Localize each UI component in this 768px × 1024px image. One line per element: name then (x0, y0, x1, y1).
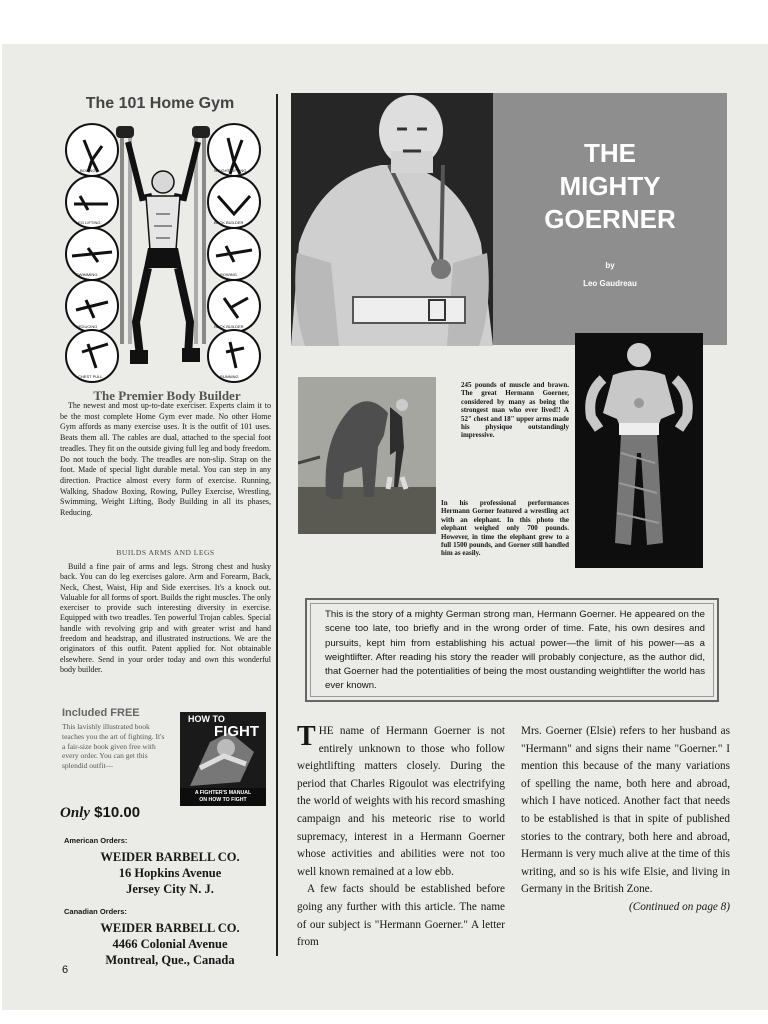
canadian-address-line: Montreal, Que., Canada (105, 953, 235, 967)
price (60, 804, 140, 822)
continued-note: (Continued on page 8) (629, 900, 730, 913)
american-address-line: WEIDER BARBELL CO. (100, 850, 240, 864)
article-paragraph: HE name of Hermann Goerner is not entirely unknown to those who follow weightlifting matters closely. During the period that Charles Rigoulot was electrifying the world of weights with his record smashing campaign and his meteoric rise to world supremacy, interest in a Hermann Goerner whose activities and abilities were not too well known remained at a low ebb. (297, 725, 505, 878)
intro-text: This is the story of a mighty German strong man, Hermann Goerner. He appeared on the scene too late, too briefly and in the wrong order of time. Fate, his own desires and pursuits, kept him from establishing his actual power—the limit of his power—as a weightlifter. After reading his story the reader will probably conjecture, as the author did, that Goerner had the potentialities of being the most oustanding weightlifter the world has ever known. (325, 609, 705, 692)
article-column-1 (297, 723, 505, 952)
ad-body-text: The newest and most up-to-date exerciser. Experts claim it to be the most complete Home Gym ever made. No other Home Gym affords as many exercise uses. It is the outfit of 101 uses. Beats them all. The cables are dual, attached to the special foot treadles. They fit on the outside giving full leg and body freedom. Do not touch the body. The treadles are non-slip. Strap on the foot. Made of special light durable metal. You can step in any direction. Practice almost every form of exercise. Running, Walking, Shadow Boxing, Rowing, Pulley Exercise, Wrestling, Swimming, Weight Lifting, Body Building in all its phases, Reducing. (60, 401, 271, 518)
american-address-line: 16 Hopkins Avenue (118, 866, 222, 880)
ad-subhead: BUILDS ARMS AND LEGS (116, 548, 215, 557)
article-title-line: MIGHTY (559, 171, 661, 201)
ad-title: The 101 Home Gym (85, 95, 235, 112)
american-orders-label: American Orders: (64, 836, 128, 845)
american-address (70, 849, 270, 897)
top-margin (0, 0, 768, 44)
label-neck-builder: NECK BUILDER (214, 324, 244, 329)
canadian-orders-label: Canadian Orders: (64, 907, 127, 916)
label-weight-lifting: WEIGHT LIFTING (214, 168, 247, 173)
canadian-address-line: WEIDER BARBELL CO. (100, 921, 240, 935)
column-divider (276, 94, 278, 956)
manual-cover-footer2: ON HOW TO FIGHT (199, 797, 247, 803)
american-address-line: Jersey City N. J. (126, 882, 214, 896)
fighters-manual-book-cover (180, 712, 266, 806)
label-boxing: BOXING (80, 168, 96, 173)
manual-cover-footer1: A FIGHTER'S MANUAL (194, 790, 252, 796)
ad-subtitle: The Premier Body Builder (93, 388, 241, 403)
article-paragraph: Mrs. Goerner (Elsie) refers to her husband as "Hermann" and signs their name "Goerner." I mention this because of the many variations of spelling the name, both here and abroad, which I have noticed. Another fact that needs to be established is that in spite of published stories to the contrary, both here and abroad, Hermann is very much alive at the time of this writing, and so is his wife Elsie, and living in Germany in the British Zone. (521, 725, 730, 896)
label-running: RUNNING (220, 374, 239, 379)
article-column-2 (521, 723, 730, 917)
label-swimming: SWIMMING (76, 272, 98, 277)
label-rowing: ROWING (220, 272, 237, 277)
manual-cover-title-line2: FIGHT (214, 723, 259, 740)
label-reducing: REDUCING (76, 324, 98, 329)
article-title-line: THE (584, 138, 636, 168)
drop-cap: T (297, 721, 316, 752)
byline-author: Leo Gaudreau (583, 279, 637, 288)
goerner-full-body-photo (575, 333, 703, 568)
byline-by: by (605, 261, 615, 270)
label-chest-pull: CHEST PULL (78, 374, 103, 379)
included-free-heading: Included FREE (62, 707, 140, 719)
article-title-box (493, 93, 727, 345)
price-value: $10.00 (94, 804, 141, 821)
elephant-wrestling-photo (298, 377, 436, 534)
goerner-portrait-photo (291, 93, 493, 346)
caption-portrait: 245 pounds of muscle and brawn. The great Hermann Goerner, considered by many as being the strongest man who ever lived!! A 52" chest and 18" upper arms made his physique outstandingly impressive. (461, 381, 569, 440)
included-free-text: This lavishly illustrated book teaches you the art of fighting. It's a fair-size book given free with every order. You can get this splendid outfit— (62, 722, 165, 771)
caption-elephant: In his professional performances Hermann Gorner featured a wrestling act with an elephant. In this photo the elephant weighed only 700 pounds. However, in time the elephant grew to a full 1500 pounds, and Gorner still handled him as easily. (441, 499, 569, 558)
canadian-address-line: 4466 Colonial Avenue (112, 937, 228, 951)
label-back-builder: BACK BUILDER (214, 220, 244, 225)
price-prefix: Only (60, 805, 90, 821)
article-title-line: GOERNER (544, 204, 676, 234)
home-gym-illustration (58, 122, 268, 384)
article-title (493, 137, 727, 236)
page-number: 6 (62, 964, 69, 976)
ad-body-text-2: Build a fine pair of arms and legs. Strong chest and husky back. You can do leg exercises galore. Arm and Forearm, Back, Neck, Chest, Waist, Hip and Side exercises. It's a knock out. Valuable for all forms of sport. Builds the right muscles. The only exerciser to provide such interesting diversity in exercise. Equipped with two treadles. Ten powerful Trojan cables. Special handle with revolving grip and with greater wrist and hand freedom and headstrap, and illustrated instructions. We are the originators of this outfit. Patent applied for. Not obtainable elsewhere. Send in your order today and own this wonderful body builder. (60, 562, 271, 674)
label-leg-lifting: LEG LIFTING (76, 220, 101, 225)
manual-cover-title-line1: HOW TO (188, 714, 225, 724)
article-paragraph: A few facts should be established before going any further with this article. The name of our subject is "Hermann Goerner." A letter from (297, 883, 505, 949)
canadian-address (70, 920, 270, 968)
intro-box (305, 598, 719, 702)
